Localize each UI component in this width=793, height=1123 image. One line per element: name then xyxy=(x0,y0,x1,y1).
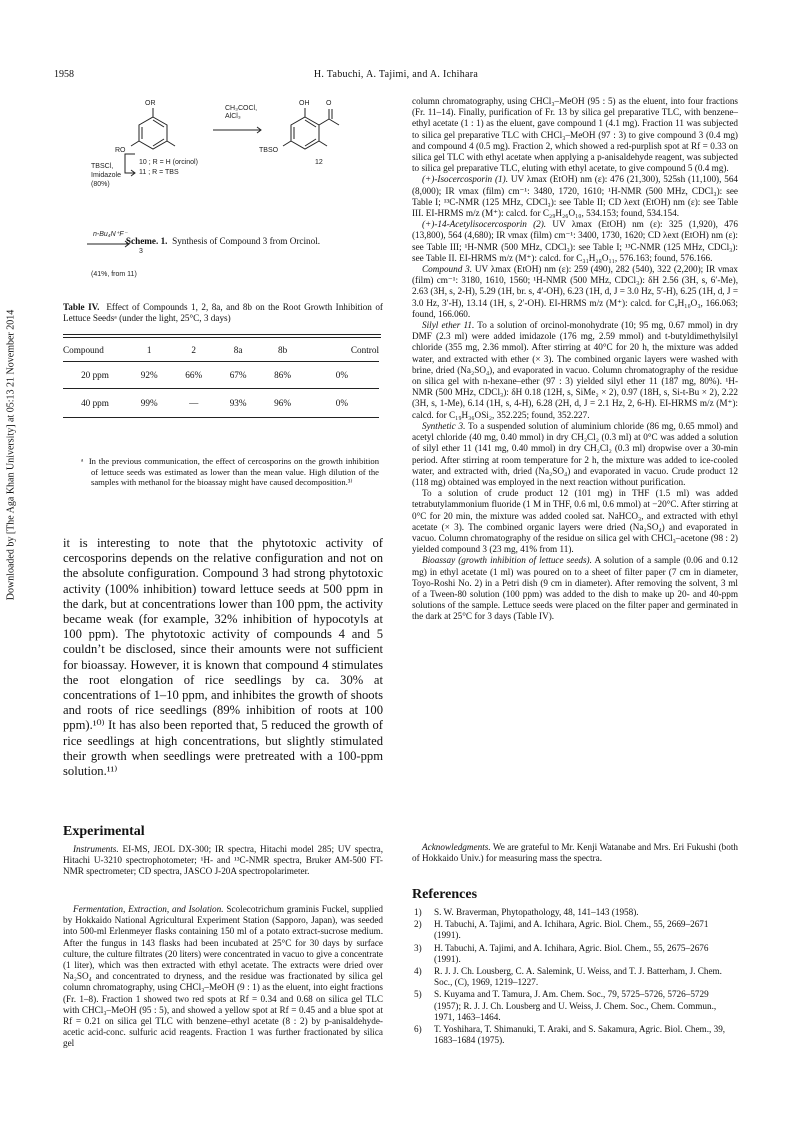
fermentation-text: Scolecotrichum graminis Fuckel, supplied by Hokkaido National Agricultural Experiment Station (Sapporo, Japan), was seeded into 500-ml Erlenmeyer flasks containing 150 ml of a potato extract-sucrose medium. After the fungus in 143 flasks had been incubated at 25°C for 30 days by surface culture, the culture filtrates (20 liters) were concentrated in vacuo to give a concentrate (1 liter), which was then extracted with ethyl acetate. The extracts were dried over Na₂SO₄ and concentrated to dryness, and the residue was fractionated by silica gel column chromatography, using CHCl₃–MeOH (9 : 1) as the eluent, into eight fractions (Fr. 1–8). Fraction 1 showed two red spots at Rf = 0.34 and 0.68 on silica gel TLC with CHCl₃–MeOH (95 : 5), and showed a yellow spot at Rf = 0.45 and a blue spot at Rf = 0.21 on silica gel TLC with benzene–ethyl acetate (8 : 2) by p-anisaldehyde-acetic acid-conc. sulfuric acid reagents. Fraction 1 was further fractionated by silica gel xyxy=(63,904,384,1049)
table-iv-label: Table IV. xyxy=(63,302,100,312)
reference-text: R. J. J. Ch. Lousberg, C. A. Salemink, U. Weiss, and T. J. Batterham, J. Chem. Soc., (C), 1969, 1219–1227. xyxy=(434,966,722,988)
reagent-acetyl-chloride: CH₃COCl, xyxy=(225,105,258,112)
reference-text: S. W. Braverman, Phytopathology, 48, 141–143 (1958). xyxy=(434,907,639,917)
reference-number: 4) xyxy=(414,966,422,977)
bioassay-text: A solution of a sample (0.06 and 0.12 mg) in ethyl acetate (1 ml) was poured on to a sheet of filter paper (7 cm in diameter, Toyo-Roshi No. 2) in a Petri dish (9 cm in diameter). After removing the solvent, 3 ml of a Tween-80 solution (100 ppm) was added to the dish to make up 20- and 40-ppm solutions of the sample. Lettuce seeds were placed on the filter paper and germinated in the dark at 25°C for 3 days (Table IV). xyxy=(412,555,738,622)
silyl-ether-label: Silyl ether 11. xyxy=(422,320,475,331)
table-cell: 20 ppm xyxy=(81,370,109,380)
label-or: OR xyxy=(145,100,156,107)
bioassay-label: Bioassay (growth inhibition of lettuce seeds). xyxy=(422,555,592,566)
reference-item xyxy=(414,943,736,965)
acetylisocercosporin-text: UV λmax (EtOH) nm (ε): 325 (1,920), 476 (13,800), 564 (4,680); IR νmax (film) cm⁻¹: 3400, 1730, 1620; CD λext (EtOH) nm (ε): see Table III; ¹H-NMR (500 MHz, CDCl₃): see Table I; ¹³C-NMR (125 MHz, CDCl₃): see Table II. EI-HRMS m/z (M⁺): calcd. for C₃₁H₂₈O₁₁, 576.163; found, 576.166. xyxy=(412,219,738,263)
silylation-bracket xyxy=(125,154,135,173)
table-cell: 0% xyxy=(335,398,349,408)
reference-number: 2) xyxy=(414,919,422,930)
acknowledgments-text: We are grateful to Mr. Kenji Watanabe and Mrs. Eri Fukushi (both of Hokkaido Univ.) for measuring mass the spectra. xyxy=(412,842,738,864)
table-cell: 86% xyxy=(274,370,291,380)
table-iv xyxy=(63,339,379,418)
acetylisocercosporin-paragraph xyxy=(412,219,738,264)
acknowledgments-label: Acknowledgments. xyxy=(422,842,491,852)
table-cell: 92% xyxy=(140,370,158,380)
reference-number: 6) xyxy=(414,1024,422,1035)
download-notice-text: Downloaded by [The Aga Khan University] at 05:13 21 November 2014 xyxy=(5,309,17,601)
reference-item xyxy=(414,966,736,988)
table-cell: 66% xyxy=(185,370,203,380)
page-number: 1958 xyxy=(54,69,74,80)
tbaf-paragraph: To a solution of crude product 12 (101 mg) in THF (1.5 ml) was added tetrabutylammonium fluoride (1 M in THF, 0.6 ml, 0.6 mmol) at −20°C. After stirring at 0°C for 20 min, the mixture was added cooled sat. NaHCO₃, and extracted with ethyl acetate (× 3). The combined organic layers were dried (Na₂SO₄) and evaporated in vacuo. Column chromatography of the residue on silica gel with CHCl₃–acetone (98 : 2) yielded compound 3 (23 mg, 41% from 11). xyxy=(412,488,738,555)
compound-3-paragraph xyxy=(412,264,738,320)
orcinol-ring xyxy=(139,117,167,149)
yield-41-label: (41%, from 11) xyxy=(91,271,137,278)
imidazole-label: Imidazole xyxy=(91,172,121,179)
footnote-text: In the previous communication, the effect of cercosporins on the growth inhibition of lettuce seeds was estimated as lower than the mean value. High dilution of the samples with methanol for the bioassay might have caused decomposition.³⁾ xyxy=(88,456,379,488)
table-header-cell: 2 xyxy=(191,345,196,355)
running-header xyxy=(54,69,738,83)
compound-3-text: UV λmax (EtOH) nm (ε): 259 (490), 282 (540), 322 (2,200); IR νmax (film) cm⁻¹: 3180, 1610, 1560; ¹H-NMR (500 MHz, CDCl₃): δH 2.56 (3H, s, 6′-Me), 2.63 (3H, s, 2-H), 5.29 (1H, br. s, 4′-OH), 6.23 (1H, d, J = 3.0 Hz, 5′-H), 6.25 (1H, d, J = 3.0 Hz, 3′-H), 13.14 (1H, s, 2′-OH). EI-HRMS m/z (M⁺): calcd. for C₉H₁₀O₃, 166.063; found, 166.060. xyxy=(412,264,738,319)
silyl-ether-text: To a solution of orcinol-monohydrate (10; 95 mg, 0.67 mmol) in dry DMF (2.3 ml) were added imidazole (176 mg, 2.59 mmol) and t-butyldimethylsilyl chloride (355 mg, 2.36 mmol). After stirring at 40°C for 20 h, the mixture was added water, and extracted with ether (× 3). The combined organic layers were washed with brine, dried (Na₂SO₄), and evaporated in vacuo. Column chromatography of the residue on silica gel with n-hexane–ether (97 : 3) yielded silyl ether 11 (187 mg, 80%). ¹H-NMR (500 MHz, CDCl₃): δH 0.18 (12H, s, SiMe₂ × 2), 0.97 (18H, s, Si-t-Bu × 2), 2.22 (3H, s, 1-Me), 6.14 (1H, s, 4-H), 6.28 (2H, d, J = 2.1 Hz, 2, 6-H). EI-HRMS m/z (M⁺): calcd. for C₁₉H₃₆OSi₂, 352.225; found, 352.227. xyxy=(412,320,738,420)
experimental-heading: Experimental xyxy=(63,824,145,839)
reference-item xyxy=(414,989,736,1023)
reference-text: T. Yoshihara, T. Shimanuki, T. Araki, and S. Sakamura, Agric. Biol. Chem., 39, 1683–1684 (1975). xyxy=(434,1024,726,1046)
reference-item xyxy=(414,1024,736,1046)
instruments-label: Instruments. xyxy=(73,844,119,854)
right-intro-paragraph: column chromatography, using CHCl₃–MeOH (95 : 5) as the eluent, into four fractions (Fr. 11–14). Finally, purification of Fr. 13 by silica gel preparative TLC, with benzene–ethyl acetate (1 : 1) as the eluent, gave compound 1 (4.1 mg). Fraction 11 was subjected to silica gel preparative TLC with CHCl₃–MeOH (97 : 3) to give compound 3 (0.4 mg) and compound 4 (0.5 mg). Fraction 2, which showed a red-purplish spot at Rf = 0.33 on silica gel TLC with ethyl acetate when applying a p-anisaldehyde reagent, was subjected to silica gel preparative TLC, eluting with ethyl acetate, to give compound 5 (0.4 mg). xyxy=(412,96,738,174)
reference-number: 1) xyxy=(414,907,422,917)
instruments-text: EI-MS, JEOL DX-300; IR spectra, Hitachi model 285; UV spectra, Hitachi U-3210 spectrophotometer; ¹H- and ¹³C-NMR spectra, Bruker AM-500 FT-NMR spectrometer; CD spectra, JASCO J-20A spectropolarimeter. xyxy=(63,844,384,877)
reference-text: S. Kuyama and T. Tamura, J. Am. Chem. Soc., 79, 5725–5726, 5726–5729 (1957); R. J. J. Ch. Lousberg and U. Weiss, J. Chem. Soc., Chem. Commun., 1971, 1463–1464. xyxy=(434,989,717,1022)
references-heading: References xyxy=(412,887,478,902)
table-cell: 0% xyxy=(335,370,349,380)
label-tbso: TBSO xyxy=(259,147,279,154)
reference-number: 5) xyxy=(414,989,422,1000)
reagent-alcl3: AlCl₃ xyxy=(225,113,241,120)
table-cell: 93% xyxy=(229,398,247,408)
table-cell: 96% xyxy=(274,398,291,408)
acetylisocercosporin-label: (+)-14-Acetylisocercosporin (2). xyxy=(422,219,547,230)
references-section xyxy=(412,887,738,903)
synthetic-3-text: To a suspended solution of aluminium chloride (86 mg, 0.65 mmol) and acetyl chloride (40 mg, 0.40 mmol) in dry CH₂Cl₂ (0.3 ml) at 0°C was added a solution of silyl ether 11 (141 mg, 0.40 mmol) in dry CH₂Cl₂ (0.3 ml) dropwise over a 30-min period. After stirring at room temperature for 2 h, the mixture was added to ice-cooled water, and extracted with, dried (Na₂SO₄) and evaporated in vacuo. Crude product 12 (118 mg) obtained was employed in the next reaction without purification. xyxy=(412,420,738,487)
table-iv-rule-top xyxy=(63,334,381,338)
isocercosporin-label: (+)-Isocercosporin (1). xyxy=(422,174,508,185)
synthetic-3-paragraph xyxy=(412,421,738,488)
reference-item xyxy=(414,919,736,941)
bioassay-paragraph xyxy=(412,555,738,622)
compound-12-label: 12 xyxy=(315,159,323,166)
left-body-text xyxy=(63,536,383,779)
ketone-ring xyxy=(291,117,319,149)
compound-3-label: Compound 3. xyxy=(422,264,473,275)
reference-text: H. Tabuchi, A. Tajimi, and A. Ichihara, Agric. Biol. Chem., 55, 2675–2676 (1991). xyxy=(434,942,709,964)
table-iv-footnote xyxy=(63,456,379,488)
experimental-section xyxy=(63,824,383,840)
table-cell: — xyxy=(189,398,199,408)
label-oh: OH xyxy=(299,100,310,107)
running-authors: H. Tabuchi, A. Tajimi, and A. Ichihara xyxy=(313,69,479,80)
table-cell: 40 ppm xyxy=(81,398,109,408)
fermentation-label: Fermentation, Extraction, and Isolation. xyxy=(73,904,224,914)
label-o: O xyxy=(326,100,332,107)
table-header-cell: 1 xyxy=(146,345,152,355)
reference-item xyxy=(414,907,736,918)
instruments-paragraph xyxy=(63,844,383,878)
left-body-paragraph: it is interesting to note that the phytotoxic activity of cercosporins depends on the relative configuration and not on the absolute configuration. Compound 3 had strong phytotoxic activity (100% inhibition) toward lettuce seeds at 500 ppm in the dark, but at concentrations lower than 100 ppm, the activity became weak (for example, 32% inhibition of hypocotyls at 100 ppm). The phytotoxic activity of compounds 4 and 5 couldn’t be disclosed, since their amounts were not sufficient for bioassay. However, it is known that compound 4 stimulates the root elongation of rice seedlings by ca. 30% at concentrations of 1–10 ppm, and inhibites the growth of shoots and roots of rice seedlings (89% inhibition of roots at 100 ppm).¹⁰⁾ It has also been reported that, 5 reduced the growth of rice seedlings at high concentrations, but slightly stimulated their growth when seedlings were pretreated with a 100-ppm solution.¹¹⁾ xyxy=(63,536,383,779)
footnote-mark: ᵃ xyxy=(81,456,84,466)
label-ro: RO xyxy=(115,147,126,154)
table-cell: 99% xyxy=(140,398,158,408)
table-header-row xyxy=(63,339,379,362)
compound-3-label: 3 xyxy=(139,248,143,255)
acknowledgments-paragraph xyxy=(412,842,738,864)
table-cell: 67% xyxy=(229,370,247,380)
table-header-cell: 8b xyxy=(277,345,288,355)
isocercosporin-paragraph xyxy=(412,174,738,219)
isocercosporin-text: UV λmax (EtOH) nm (ε): 476 (21,300), 525sh (11,100), 564 (8,000); IR νmax (film) cm⁻¹: 3480, 1720, 1610; ¹H-NMR (500 MHz, CDCl₃): see Table I; ¹³C-NMR (125 MHz, CDCl₃): see Table II; CD λext (EtOH) nm (ε): see Table III. EI-HRMS m/z (M⁺): calcd. for C₂₉H₂₆O₁₀, 534.153; found, 534.154. xyxy=(412,174,739,219)
nbu4nf-label: n-Bu₄N⁺F⁻ xyxy=(93,231,128,238)
table-header-cell: 8a xyxy=(233,345,243,355)
compound-10-label: 10 ; R = H (orcinol) xyxy=(139,159,198,166)
scheme-caption xyxy=(63,236,383,246)
scheme-caption-text: Synthesis of Compound 3 from Orcinol. xyxy=(172,236,321,246)
right-column xyxy=(412,96,738,623)
table-row xyxy=(63,362,379,389)
compound-11-label: 11 ; R = TBS xyxy=(139,169,179,176)
table-row xyxy=(63,389,379,418)
reference-number: 3) xyxy=(414,942,422,953)
yield-80-label: (80%) xyxy=(91,181,110,188)
reference-text: H. Tabuchi, A. Tajimi, and A. Ichihara, Agric. Biol. Chem., 55, 2669–2671 (1991). xyxy=(434,919,709,941)
table-iv-title xyxy=(63,302,383,324)
table-iv-title-text: Effect of Compounds 1, 2, 8a, and 8b on the Root Growth Inhibition of Lettuce Seedsᵃ (under the light, 25°C, 3 days) xyxy=(63,302,383,324)
scheme-1-diagram xyxy=(63,96,383,306)
tbscl-label: TBSCl, xyxy=(91,163,114,170)
references-list xyxy=(414,907,736,1047)
table-header-cell: Control xyxy=(350,345,379,355)
table-header-cell: Compound xyxy=(63,345,104,355)
download-notice xyxy=(4,260,18,650)
scheme-caption-label: Scheme. 1. xyxy=(125,236,168,246)
fermentation-paragraph xyxy=(63,904,383,1050)
silyl-ether-paragraph xyxy=(412,320,738,421)
synthetic-3-label: Synthetic 3. xyxy=(422,420,466,431)
